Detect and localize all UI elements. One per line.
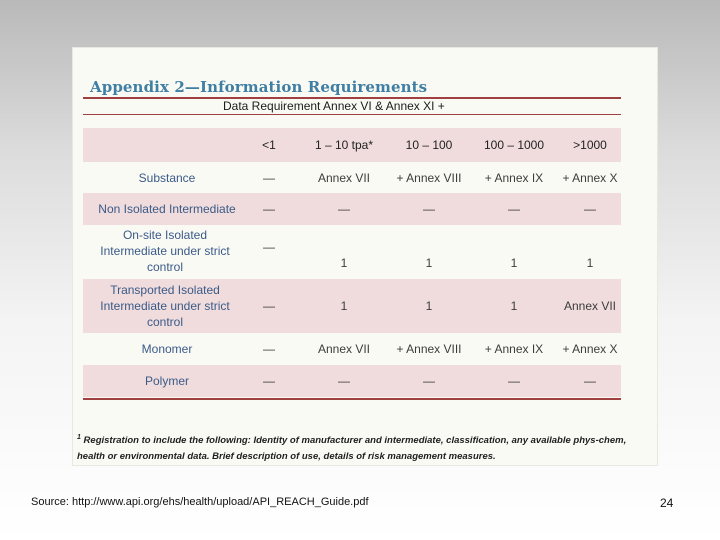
footnote-text: Registration to include the following: Identity of manufacturer and intermediate, classification, any available phys-chem, health or environmental data. Brief description of use, details of risk management measures. xyxy=(77,435,627,463)
table-cell: — xyxy=(263,374,275,388)
table-cell: — xyxy=(423,374,435,388)
table-row xyxy=(83,225,621,277)
table-cell: 1 xyxy=(510,256,518,270)
table-cell: — xyxy=(338,202,350,216)
table-cell: — xyxy=(263,171,275,185)
page-number: 24 xyxy=(660,496,674,510)
table-subheading: Data Requirement Annex VI & Annex XI + xyxy=(223,99,445,113)
table-row xyxy=(83,279,621,333)
header-cell: 100 – 1000 xyxy=(483,138,545,152)
table-header-row xyxy=(83,128,621,162)
table-cell: — xyxy=(263,202,275,216)
header-cell: <1 xyxy=(262,138,276,152)
footnote xyxy=(77,430,651,465)
table-row xyxy=(83,334,621,364)
table-cell: 1 xyxy=(510,299,518,313)
subheading-rule xyxy=(83,114,621,115)
table-cell: + Annex X xyxy=(562,171,618,185)
table-cell: — xyxy=(263,342,275,356)
row-label: Transported Isolated Intermediate under strict control xyxy=(100,283,230,329)
table-cell: + Annex VIII xyxy=(396,342,462,356)
header-cell: >1000 xyxy=(573,138,607,152)
table-cell: — xyxy=(263,299,275,313)
table-cell: Annex VII xyxy=(563,299,617,313)
table-cell: + Annex IX xyxy=(484,342,544,356)
row-label: Polymer xyxy=(144,374,189,388)
row-label: Substance xyxy=(138,171,196,185)
table-cell: — xyxy=(508,374,520,388)
table-bottom-rule xyxy=(83,398,621,400)
table-cell: 1 xyxy=(425,299,433,313)
row-label: Monomer xyxy=(141,342,193,356)
table-cell: — xyxy=(338,374,350,388)
table-cell: 1 xyxy=(586,256,594,270)
document-scan xyxy=(72,47,658,466)
table-cell: — xyxy=(584,374,596,388)
table-row xyxy=(83,365,621,397)
header-cell: 10 – 100 xyxy=(405,138,453,152)
source-citation: Source: http://www.api.org/ehs/health/upload/API_REACH_Guide.pdf xyxy=(31,496,369,508)
appendix-title: Appendix 2—Information Requirements xyxy=(90,78,428,96)
table-row xyxy=(83,163,621,193)
table-cell: 1 xyxy=(340,256,348,270)
table-cell: — xyxy=(263,240,275,254)
table-cell: Annex VII xyxy=(317,342,371,356)
table-row xyxy=(83,193,621,225)
table-cell: 1 xyxy=(340,299,348,313)
table-cell: — xyxy=(508,202,520,216)
table-cell: — xyxy=(584,202,596,216)
row-label: Non Isolated Intermediate xyxy=(98,202,236,216)
table-cell: 1 xyxy=(425,256,433,270)
row-label: On-site Isolated Intermediate under strict control xyxy=(100,228,230,274)
footnote-marker: 1 xyxy=(77,434,81,441)
table-cell: — xyxy=(423,202,435,216)
table-cell: + Annex IX xyxy=(484,171,544,185)
table-cell: + Annex VIII xyxy=(396,171,462,185)
table-cell: + Annex X xyxy=(562,342,618,356)
table-cell: Annex VII xyxy=(317,171,371,185)
header-cell: 1 – 10 tpa* xyxy=(314,138,374,152)
